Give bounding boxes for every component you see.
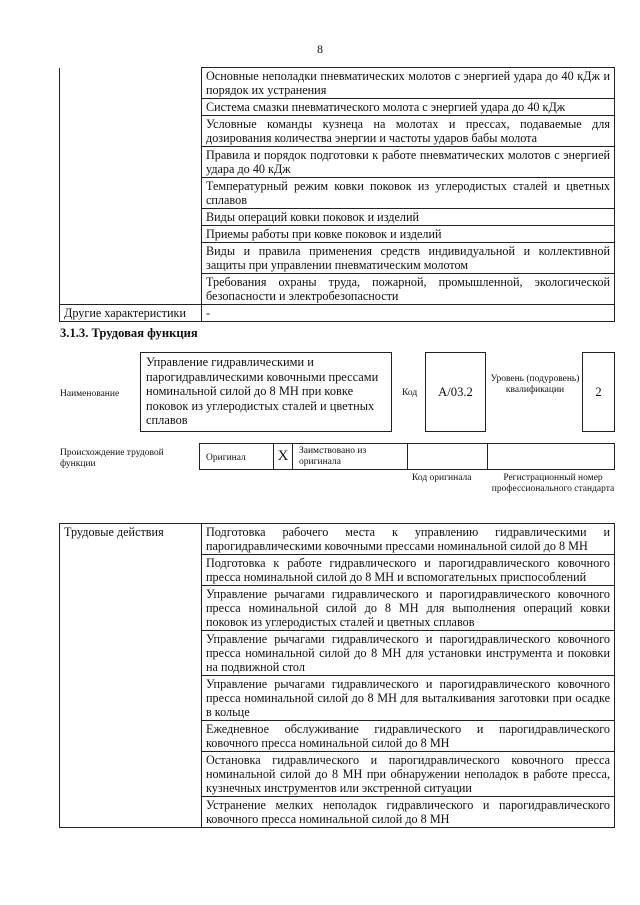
labour-actions-label: Трудовые действия (60, 524, 202, 828)
labour-action-item: Ежедневное обслуживание гидравлического и парогидравлического ковочного пресса номинальной силой до 8 МН (202, 721, 615, 752)
labour-action-item: Управление рычагами гидравлического и парогидравлического ковочного пресса номинальной силой до 8 МН для выполнения операций ковки поковок из углеродистых сталей и цветных сплавов (202, 586, 615, 631)
original-cell (199, 443, 274, 470)
labour-action-item: Подготовка к работе гидравлического и парогидравлического ковочного пресса номинальной силой до 8 МН и вспомогательных приспособлений (202, 555, 615, 586)
labour-action-item: Управление рычагами гидравлического и парогидравлического ковочного пресса номинальной силой до 8 МН для установки инструмента и поковки на подвижной стол (202, 631, 615, 676)
knowledge-item: Правила и порядок подготовки к работе пневматических молотов с энергией удара до 40 кДж (202, 147, 615, 178)
labour-action-item: Остановка гидравлического и парогидравлического ковочного пресса номинальной силой до 8 МН при обнаружении неполадок в работе пресса, кузнечных инструментов или экстренной ситуации (202, 752, 615, 797)
qualification-level-box: 2 (582, 352, 615, 432)
name-label: Наименование (60, 389, 120, 399)
function-name-box: Управление гидравлическими и парогидравлическими ковочными прессами номинальной силой до 8 МН при ковке поковок из углеродистых сталей и цветных сплавов (140, 352, 392, 432)
table-row (60, 305, 615, 322)
code-original-label: Код оригинала (412, 473, 472, 483)
section-title: 3.1.3. Трудовая функция (60, 326, 198, 340)
knowledge-item: Приемы работы при ковке поковок и изделий (202, 226, 615, 243)
borrowed-label: Заимствовано из оригинала (299, 446, 367, 467)
code-label: Код (402, 388, 418, 398)
knowledge-item: Основные неполадки пневматических молотов с энергией удара до 40 кДж и порядок их устранения (202, 68, 615, 99)
knowledge-item: Условные команды кузнеца на молотах и прессах, подаваемые для дозирования количества энергии и частоты ударов бабы молота (202, 116, 615, 147)
knowledge-left-cell (60, 68, 202, 305)
other-characteristics-label: Другие характеристики (60, 305, 202, 322)
knowledge-item: Виды и правила применения средств индивидуальной и коллективной защиты при управлении пневматическим молотом (202, 243, 615, 274)
labour-action-item: Подготовка рабочего места к управлению гидравлическими и парогидравлическими ковочными прессами номинальной силой до 8 МН (202, 524, 615, 555)
reg-number-cell (487, 443, 615, 470)
original-mark: X (273, 443, 293, 470)
knowledge-item: Температурный режим ковки поковок из углеродистых сталей и цветных сплавов (202, 178, 615, 209)
table-row (60, 68, 615, 99)
borrowed-cell (292, 443, 408, 470)
code-original-cell (407, 443, 488, 470)
knowledge-item: Система смазки пневматического молота с энергией удара до 40 кДж (202, 99, 615, 116)
knowledge-item: Виды операций ковки поковок и изделий (202, 209, 615, 226)
knowledge-table (59, 67, 615, 322)
table-row (60, 524, 615, 555)
labour-actions-table (59, 523, 615, 828)
original-label: Оригинал (206, 453, 246, 463)
other-characteristics-value: - (202, 305, 615, 322)
reg-number-label: Регистрационный номер профессионального стандарта (491, 473, 615, 494)
labour-action-item: Устранение мелких неполадок гидравлического и парогидравлического ковочного пресса номинальной силой до 8 МН (202, 797, 615, 828)
qualification-level-label: Уровень (подуровень) квалификации (490, 374, 580, 395)
function-code-box: А/03.2 (425, 352, 486, 432)
knowledge-item: Требования охраны труда, пожарной, промышленной, экологической безопасности и электробезопасности (202, 274, 615, 305)
labour-action-item: Управление рычагами гидравлического и парогидравлического ковочного пресса номинальной силой до 8 МН для выталкивания заготовки при осадке в кольце (202, 676, 615, 721)
origin-label: Происхождение трудовой функции (60, 448, 164, 469)
page-number: 8 (317, 42, 323, 56)
